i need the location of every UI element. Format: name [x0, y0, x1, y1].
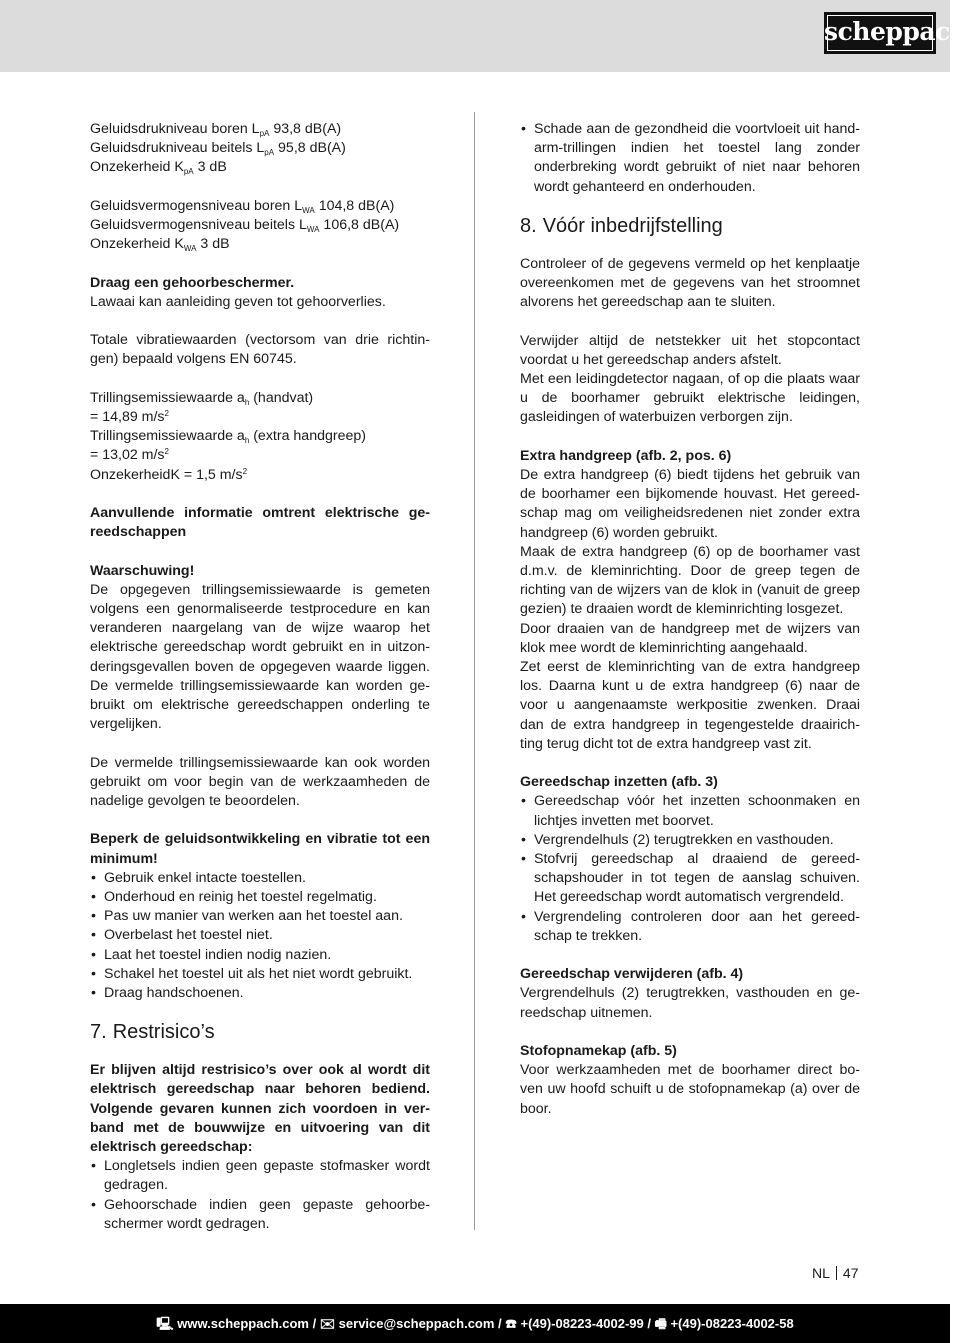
sound-power-drilling: Geluidsvermogensniveau boren $L_{WA}$ 104,8 dB(A)	[90, 197, 395, 215]
vibration-extra-label: Trillingsemissiewaarde $a_h$ (extra handgreep)	[90, 428, 366, 446]
list-item: • Stofvrij gereedschap al draaiend de gereed-schapshouder in tot tegen de aanslag schuiven. Het gereedschap wordt automatisch vergrendeld.	[520, 850, 860, 908]
list-item: • Schakel het toestel uit als het niet wordt gebruikt.	[90, 965, 430, 984]
vibration-total-text: Totale vibratiewaarden (vectorsom van drie richtin-gen) bepaald volgens EN 60745.	[90, 332, 430, 368]
pressure-uncertainty: Onzekerheid $K_{pA}$ 3 dB	[90, 159, 227, 177]
footer-email[interactable]: service@scheppach.com	[338, 1316, 495, 1331]
extra-handle-text-2: Maak de extra handgreep (6) op de boorhamer vast d.m.v. de kleminrichting. Door de greep tegen de richting van de wijzers van de klok in (vanuit de greep gezien) te draaien wordt de kleminrichting losgezet.	[520, 543, 860, 618]
list-item: • Vergrendelhuls (2) terugtrekken en vasthouden.	[520, 831, 860, 850]
remove-tool-text: Vergrendelhuls (2) terugtrekken, vasthouden en ge-reedschap uitnemen.	[520, 985, 860, 1021]
sound-power-chiselling: Geluidsvermogensniveau beitels $L_{WA}$ 106,8 dB(A)	[90, 217, 400, 234]
list-item: • Gereedschap vóór het inzetten schoonmaken en lichtjes invetten met boorvet.	[520, 792, 860, 830]
limit-list	[90, 869, 430, 1003]
header-bar	[0, 0, 950, 72]
vibration-uncertainty: OnzekerheidK = 1,5 $m/s^2$	[90, 466, 248, 483]
residual-risk-list-continued	[520, 120, 860, 197]
power-uncertainty: Onzekerheid $K_{WA}$ 3 dB	[90, 236, 230, 254]
list-item: • Overbelast het toestel niet.	[90, 926, 430, 945]
detector-text: Met een leidingdetector nagaan, of op die plaats waar u de boorhamer gebruikt elektrische leidingen, gasleidingen of waterbuizen verborgen zijn.	[520, 371, 860, 426]
footer-fax: +(49)-08223-4002-58	[670, 1316, 794, 1331]
check-rating-plate-text: Controleer of de gegevens vermeld op het kenplaatje overeenkomen met de gegevens van het stroomnet alvorens het gereedschap aan te sluiten.	[520, 255, 860, 311]
footer-phone: +(49)-08223-4002-99	[520, 1316, 644, 1331]
warning-text: De opgegeven trillingsemissiewaarde is gemeten volgens een genormaliseerde testprocedure en kan veranderen naargelang van de wijze waarop het elektrische gereedschap wordt gebruikt en in uitzon-deringsgevallen boven de opgegeven waarde liggen. De vermelde trillingsemissiewaarde kan worden ge-bruikt om elektrische gereedschappen onderling te vergelijken.	[90, 581, 430, 733]
list-item: • Schade aan de gezondheid die voortvloeit uit hand-arm-trillingen indien het toestel lang zonder onderbreking wordt gebruikt of niet naar behoren wordt gehanteerd en onderhouden.	[520, 120, 860, 197]
list-item: • Gebruik enkel intacte toestellen.	[90, 869, 430, 888]
extra-handle-text-4: Zet eerst de kleminrichting van de extra handgreep los. Daarna kunt u de extra handgreep (6) naar de voor u aangenaamste werkpositie zwenken. Draai dan de extra handgreep in tegengestelde draairich-ting terug dicht tot de extra handgreep vast zit.	[520, 659, 860, 752]
list-item: • Onderhoud en reinig het toestel regelmatig.	[90, 888, 430, 907]
fax-icon: 🖷	[654, 1316, 671, 1331]
vibration-handle-value: = 14,89 $m/s^2$	[90, 408, 169, 425]
page-number: NL 47	[812, 1265, 859, 1281]
list-item: • Laat het toestel indien nodig nazien.	[90, 946, 430, 965]
extra-handle-text-3: Door draaien van de handgreep met de wijzers van klok mee wordt de kleminrichting aangehaald.	[520, 620, 860, 656]
left-column	[90, 120, 430, 1234]
insert-tool-list	[520, 792, 860, 946]
vibration-handle-label: Trillingsemissiewaarde $a_h$ (handvat)	[90, 389, 314, 407]
list-item: • Pas uw manier van werken aan het toestel aan.	[90, 907, 430, 926]
remove-tool-title: Gereedschap verwijderen (afb. 4)	[520, 966, 744, 983]
dust-cap-text: Voor werkzaamheden met de boorhamer direct bo-ven uw hoofd schuift u de stofopnamekap (a) over de boor.	[520, 1062, 860, 1117]
residual-risk-intro: Er blijven altijd restrisico’s over ook al wordt dit elektrisch gereedschap naar behoren bediend. Volgende gevaren kunnen zich voordoen in ver-band met de bouwwijze en uitvoering van dit elektrisch gereedschap:	[90, 1062, 430, 1156]
section-7-heading: 7. Restrisico’s	[90, 1021, 215, 1044]
list-item: • Draag handschoenen.	[90, 984, 430, 1003]
computer-icon: 🖳	[156, 1316, 178, 1331]
dust-cap-title: Stofopnamekap (afb. 5)	[520, 1043, 677, 1060]
vibration-extra-value: = 13,02 $m/s^2$	[90, 447, 169, 464]
column-divider	[474, 112, 475, 1230]
hearing-protection-text: Lawaai kan aanleiding geven tot gehoorverlies.	[90, 293, 386, 310]
extra-handle-title: Extra handgreep (afb. 2, pos. 6)	[520, 447, 732, 464]
noise-pressure-drilling: Geluidsdrukniveau boren $L_{pA}$ 93,8 dB(A)	[90, 121, 342, 138]
residual-risk-list	[90, 1157, 430, 1234]
limit-title: Beperk de geluidsontwikkeling en vibratie tot een minimum!	[90, 831, 430, 867]
footer-bar: 🖳 www.scheppach.com / ✉ service@scheppach.com / ☎ +(49)-08223-4002-99 / 🖷 +(49)-08223-4002-58	[0, 1304, 950, 1343]
hearing-protection-title: Draag een gehoorbeschermer.	[90, 274, 295, 291]
warning-title: Waarschuwing!	[90, 562, 195, 579]
mail-icon: ✉	[319, 1316, 339, 1331]
footer-website[interactable]: www.scheppach.com	[177, 1316, 309, 1331]
extra-handle-text-1: De extra handgreep (6) biedt tijdens het gebruik van de boorhamer een bijkomende houvast. Het gereed-schap mag om veiligheidsredenen niet zonder extra handgreep (6) worden gebruikt.	[520, 467, 860, 541]
unplug-text: Verwijder altijd de netstekker uit het stopcontact voordat u het gereedschap anders afstelt.	[520, 332, 860, 368]
phone-icon: ☎	[505, 1316, 521, 1331]
vibration-use-text: De vermelde trillingsemissiewaarde kan ook worden gebruikt om voor begin van de werkzaamheden de nadelige gevolgen te beoordelen.	[90, 754, 430, 809]
section-8-heading: 8. Vóór inbedrijfstelling	[520, 214, 723, 237]
insert-tool-title: Gereedschap inzetten (afb. 3)	[520, 774, 718, 791]
right-column	[520, 120, 860, 1119]
noise-pressure-chiselling: Geluidsdrukniveau beitels $L_{pA}$ 95,8 dB(A)	[90, 140, 346, 158]
list-item: • Gehoorschade indien geen gepaste gehoorbe-schermer wordt gedragen.	[90, 1196, 430, 1234]
additional-info-title: Aanvullende informatie omtrent elektrische ge-reedschappen	[90, 504, 430, 541]
brand-logo: scheppach	[824, 12, 936, 54]
list-item: • Vergrendeling controleren door aan het gereed-schap te trekken.	[520, 908, 860, 946]
list-item: • Longletsels indien geen gepaste stofmasker wordt gedragen.	[90, 1157, 430, 1195]
